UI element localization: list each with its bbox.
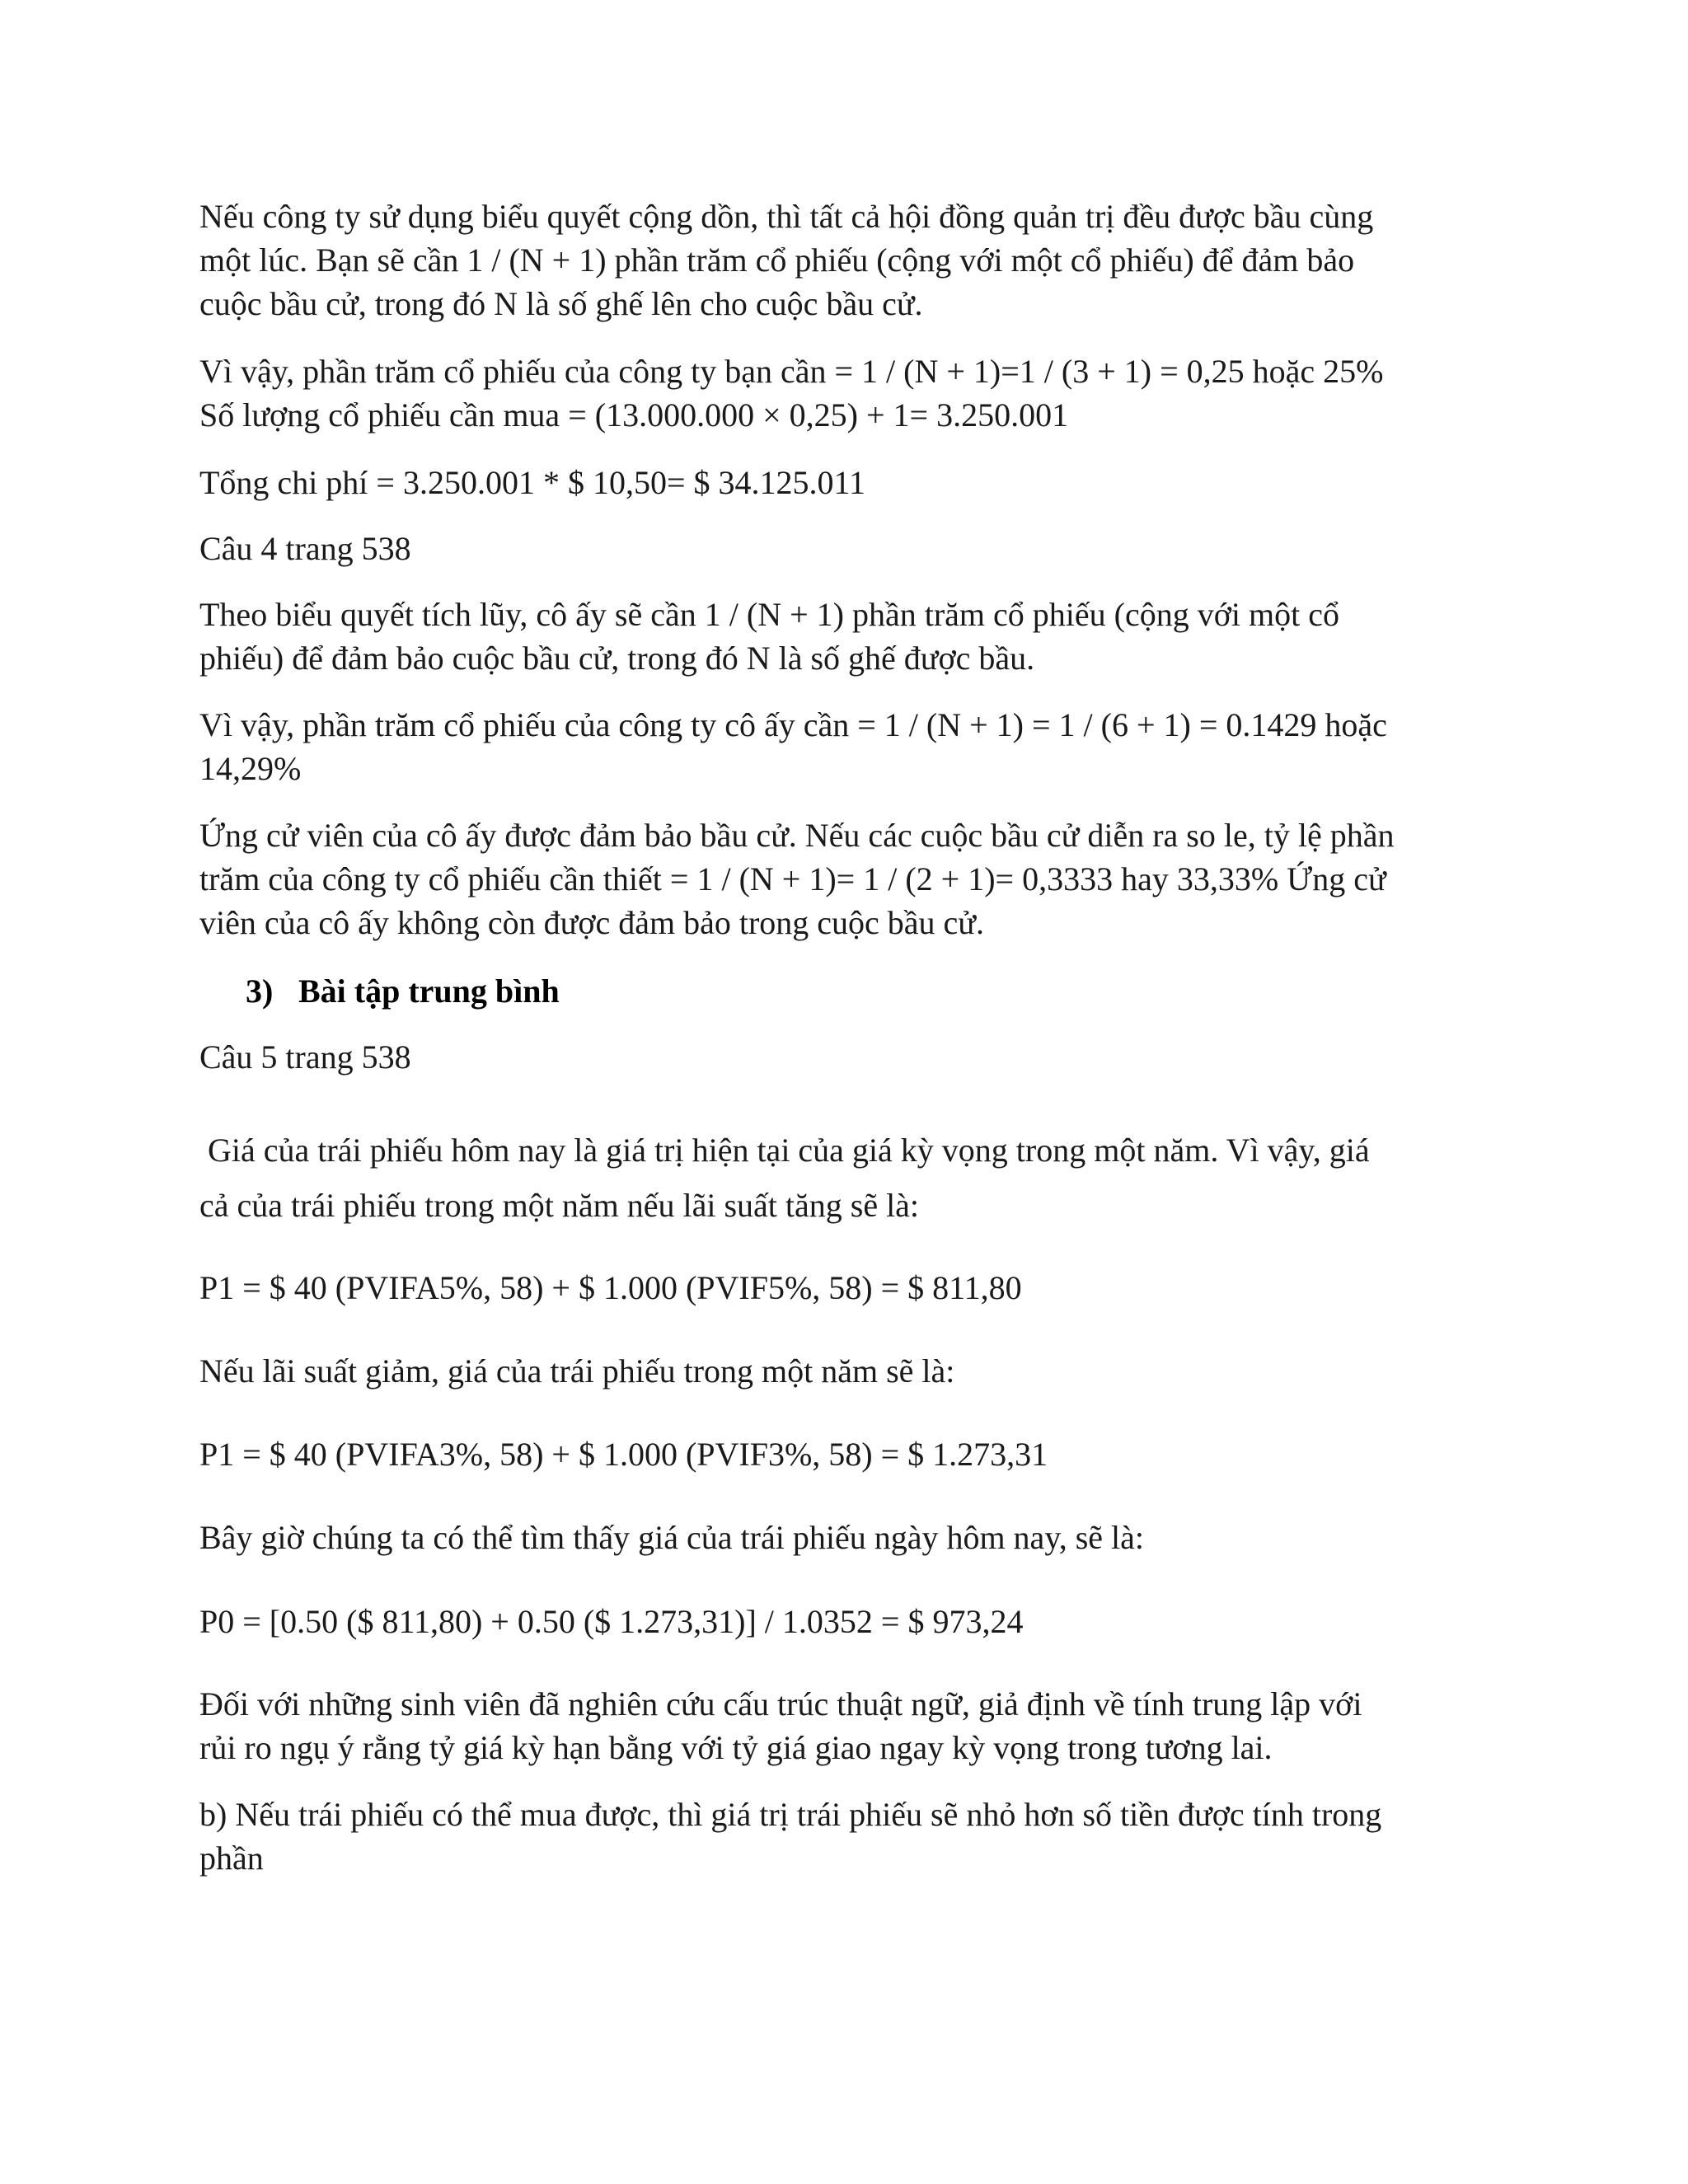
paragraph-line: Vì vậy, phần trăm cổ phiếu của công ty bạn cần = 1 / (N + 1)=1 / (3 + 1) = 0,25 hoặc 25%	[199, 353, 1384, 390]
formula-p0	[199, 1600, 1481, 1643]
paragraph-line: Đối với những sinh viên đã nghiên cứu cấu trúc thuật ngữ, giả định về tính trung lập với	[199, 1685, 1362, 1722]
paragraph-line: cuộc bầu cử, trong đó N là số ghế lên cho cuộc bầu cử.	[199, 285, 923, 322]
paragraph-line: phiếu) để đảm bảo cuộc bầu cử, trong đó N là số ghế được bầu.	[199, 640, 1035, 677]
paragraph-total-cost	[199, 461, 1481, 504]
paragraph-line: Số lượng cổ phiếu cần mua = (13.000.000 × 0,25) + 1= 3.250.001	[199, 396, 1069, 434]
paragraph-line: 14,29%	[199, 750, 302, 787]
paragraph-line: Ứng cử viên của cô ấy được đảm bảo bầu cử. Nếu các cuộc bầu cử diễn ra so le, tỷ lệ phần	[199, 817, 1395, 854]
paragraph-line: phần	[199, 1840, 264, 1877]
paragraph-price-today	[199, 1516, 1481, 1559]
paragraph-line: Nếu công ty sử dụng biểu quyết cộng dồn, thì tất cả hội đồng quản trị đều được bầu cùng	[199, 198, 1374, 235]
paragraph-rate-decrease	[199, 1349, 1481, 1393]
paragraph-callable-bond	[199, 1793, 1481, 1880]
paragraph-line: Câu 4 trang 538	[199, 530, 411, 567]
paragraph-line: b) Nếu trái phiếu có thể mua được, thì giá trị trái phiếu sẽ nhỏ hơn số tiền được tính trong	[199, 1796, 1382, 1833]
paragraph-line: Bây giờ chúng ta có thể tìm thấy giá của trái phiếu ngày hôm nay, sẽ là:	[199, 1519, 1145, 1556]
paragraph-line: P0 = [0.50 ($ 811,80) + 0.50 ($ 1.273,31)] / 1.0352 = $ 973,24	[199, 1603, 1024, 1640]
paragraph-cumulative-theory	[199, 593, 1481, 680]
paragraph-line: Theo biểu quyết tích lũy, cô ấy sẽ cần 1 / (N + 1) phần trăm cổ phiếu (cộng với một cổ	[199, 596, 1339, 633]
paragraph-line: trăm của công ty cổ phiếu cần thiết = 1 / (N + 1)= 1 / (2 + 1)= 0,3333 hay 33,33% Ứng cử	[199, 860, 1386, 898]
paragraph-line: Nếu lãi suất giảm, giá của trái phiếu trong một năm sẽ là:	[199, 1352, 955, 1390]
paragraph-cumulative-voting	[199, 194, 1481, 326]
question-5-label	[199, 1035, 1481, 1079]
formula-p1-rate-decrease	[199, 1432, 1481, 1476]
paragraph-bond-price-intro	[199, 1122, 1481, 1233]
paragraph-staggered-election	[199, 813, 1481, 944]
paragraph-line: Câu 5 trang 538	[199, 1038, 411, 1076]
paragraph-line: Giá của trái phiếu hôm nay là giá trị hiện tại của giá kỳ vọng trong một năm. Vì vậy, giá	[199, 1132, 1370, 1169]
formula-p1-rate-increase	[199, 1266, 1481, 1310]
paragraph-line: P1 = $ 40 (PVIFA5%, 58) + $ 1.000 (PVIF5%, 58) = $ 811,80	[199, 1269, 1022, 1306]
paragraph-line: Vì vậy, phần trăm cổ phiếu của công ty cô ấy cần = 1 / (N + 1) = 1 / (6 + 1) = 0.1429 hoặc	[199, 706, 1387, 743]
paragraph-risk-neutrality	[199, 1682, 1481, 1769]
paragraph-line: cả của trái phiếu trong một năm nếu lãi suất tăng sẽ là:	[199, 1187, 920, 1224]
paragraph-line: P1 = $ 40 (PVIFA3%, 58) + $ 1.000 (PVIF3%, 58) = $ 1.273,31	[199, 1436, 1048, 1473]
paragraph-share-percentage	[199, 349, 1481, 437]
section-heading-text: Bài tập trung bình	[298, 972, 560, 1010]
paragraph-line: một lúc. Bạn sẽ cần 1 / (N + 1) phần trăm cổ phiếu (cộng với một cổ phiếu) để đảm bảo	[199, 241, 1355, 279]
section-heading	[246, 969, 560, 1013]
paragraph-her-share-percentage	[199, 703, 1481, 790]
paragraph-line: Tổng chi phí = 3.250.001 * $ 10,50= $ 34.125.011	[199, 464, 866, 501]
section-heading-number: 3)	[246, 972, 274, 1010]
paragraph-line: viên của cô ấy không còn được đảm bảo trong cuộc bầu cử.	[199, 904, 984, 941]
question-4-label	[199, 527, 1481, 570]
paragraph-line: rủi ro ngụ ý rằng tỷ giá kỳ hạn bằng với tỷ giá giao ngay kỳ vọng trong tương lai.	[199, 1729, 1273, 1766]
